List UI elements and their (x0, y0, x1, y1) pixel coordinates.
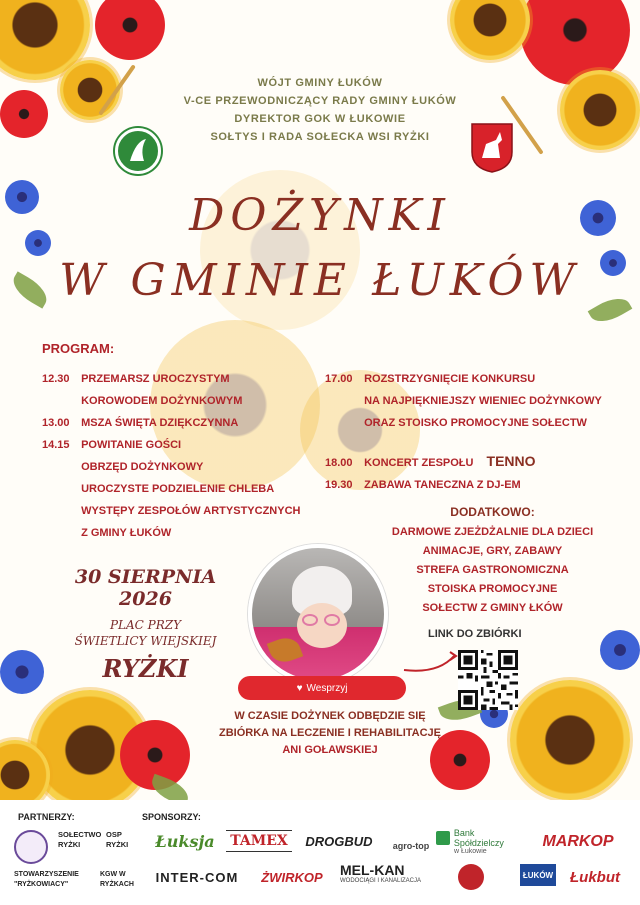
sponsor-logo: TAMEX (226, 830, 292, 852)
program-item: NA NAJPIĘKNIEJSZY WIENIEC DOŻYNKOWY (364, 395, 602, 407)
program-item: Z GMINY ŁUKÓW (81, 527, 172, 539)
sponsor-logo: ŻWIRKOP (261, 869, 323, 885)
gok-logo (115, 128, 161, 174)
partner-item: STOWARZYSZENIE "RYŻKOWIACY" (14, 871, 79, 888)
sponsor-logo: MEL-KAN (340, 862, 405, 878)
child-photo (248, 544, 388, 684)
sponsor-logo: ŁUKÓW (520, 864, 556, 886)
footer (0, 800, 640, 905)
program-item: ORAZ STOISKO PROMOCYJNE SOŁECTW (364, 417, 587, 429)
program-item: OBRZĘD DOŻYNKOWY (81, 461, 204, 473)
page-title-line2: W GMINIE ŁUKÓW (59, 255, 581, 306)
organizer-line: DYREKTOR GOK W ŁUKOWIE (234, 113, 406, 125)
program-item: 18.00 KONCERT ZESPOŁU TENNO (325, 453, 536, 469)
village-name: RYŻKI (102, 654, 189, 683)
support-button[interactable] (238, 676, 406, 700)
support-button-label: Wesprzyj (306, 682, 348, 694)
program-item: 12.30 PRZEMARSZ UROCZYSTYM (42, 373, 230, 385)
program-item: KOROWODEM DOŻYNKOWYM (81, 395, 243, 407)
arrow-icon (398, 650, 458, 680)
partners-label: PARTNERZY: (18, 812, 75, 822)
place-line: ŚWIETLICY WIEJSKIEJ (74, 634, 217, 648)
sponsor-logo-sub: w Łukowie (454, 848, 487, 855)
extras-item: DARMOWE ZJEŻDŻALNIE DLA DZIECI (391, 526, 594, 538)
sponsor-logo: agro-top (392, 841, 430, 851)
extras-item: SOŁECTW Z GMINY ŁKÓW (422, 602, 563, 614)
sponsor-logo-sub: WODOCIĄGI I KANALIZACJA (340, 878, 422, 884)
partner-item: SOŁECTWO RYŻKI (58, 830, 102, 849)
organizer-line: SOŁTYS I RADA SOŁECKA WSI RYŻKI (210, 131, 430, 143)
melkan-logo (340, 862, 452, 894)
extras-item: ANIMACJE, GRY, ZABAWY (422, 545, 563, 557)
program-heading: PROGRAM: (42, 341, 115, 356)
partner-item: OSP RYŻKI (106, 830, 129, 849)
organizers-block (150, 74, 490, 146)
red-circle-logo (458, 864, 484, 890)
gmina-coat-of-arms-icon (470, 122, 514, 174)
sponsor-logo: DROGBUD (305, 833, 373, 849)
sponsor-logo: Łuksja (155, 831, 215, 851)
event-date-place (58, 566, 233, 683)
sponsor-logo: Łukbut (570, 868, 620, 886)
extras-list (380, 523, 605, 618)
extras-heading: DODATKOWO: (450, 505, 535, 519)
sponsor-logo: INTER-COM (155, 869, 239, 885)
program-item: WYSTĘPY ZESPOŁÓW ARTYSTYCZNYCH (81, 505, 301, 517)
organizer-line: V-CE PRZEWODNICZĄCY RADY GMINY ŁUKÓW (183, 95, 457, 107)
band-name: TENNO (486, 453, 536, 469)
program-item: UROCZYSTE PODZIELENIE CHLEBA (81, 483, 275, 495)
organizer-line: WÓJT GMINY ŁUKÓW (257, 77, 383, 89)
bank-icon (436, 831, 450, 845)
place-line: PLAC PRZY (109, 618, 182, 632)
hand-heart-icon: ♥ (296, 682, 303, 694)
fundraiser-line: W CZASIE DOŻYNEK ODBĘDZIE SIĘ (234, 710, 426, 722)
sponsor-logo: MARKOP (542, 833, 614, 850)
bank-logo (436, 828, 526, 858)
program-item: 13.00 MSZA ŚWIĘTA DZIĘKCZYNNA (42, 417, 239, 429)
qr-code[interactable] (458, 650, 518, 710)
extras-block (380, 505, 605, 618)
fundraiser-link-label: LINK DO ZBIÓRKI (428, 628, 522, 640)
extras-item: STOISKA PROMOCYJNE (427, 583, 558, 595)
partner-item: KGW W RYŻKACH (100, 871, 134, 888)
page-title-line1: DOŻYNKI (189, 190, 451, 241)
fundraiser-text (200, 708, 460, 759)
fundraiser-name: ANI GOŁAWSKIEJ (282, 744, 378, 756)
program-right-column (325, 368, 625, 496)
program-item: 17.00 ROZSTRZYGNIĘCIE KONKURSU (325, 373, 536, 385)
program-item: 19.30 ZABAWA TANECZNA Z DJ-EM (325, 479, 521, 491)
extras-item: STREFA GASTRONOMICZNA (416, 564, 569, 576)
fundraiser-line: ZBIÓRKA NA LECZENIE I REHABILITACJĘ (218, 727, 442, 739)
sponsors-label: SPONSORZY: (142, 812, 201, 822)
program-left-column (42, 368, 322, 544)
sponsor-logo: Bank Spółdzielczy (453, 828, 504, 848)
event-date: 30 SIERPNIA 2026 (74, 566, 217, 610)
stowarzyszenie-logo (14, 830, 48, 864)
program-item: 14.15 POWITANIE GOŚCI (42, 439, 182, 451)
